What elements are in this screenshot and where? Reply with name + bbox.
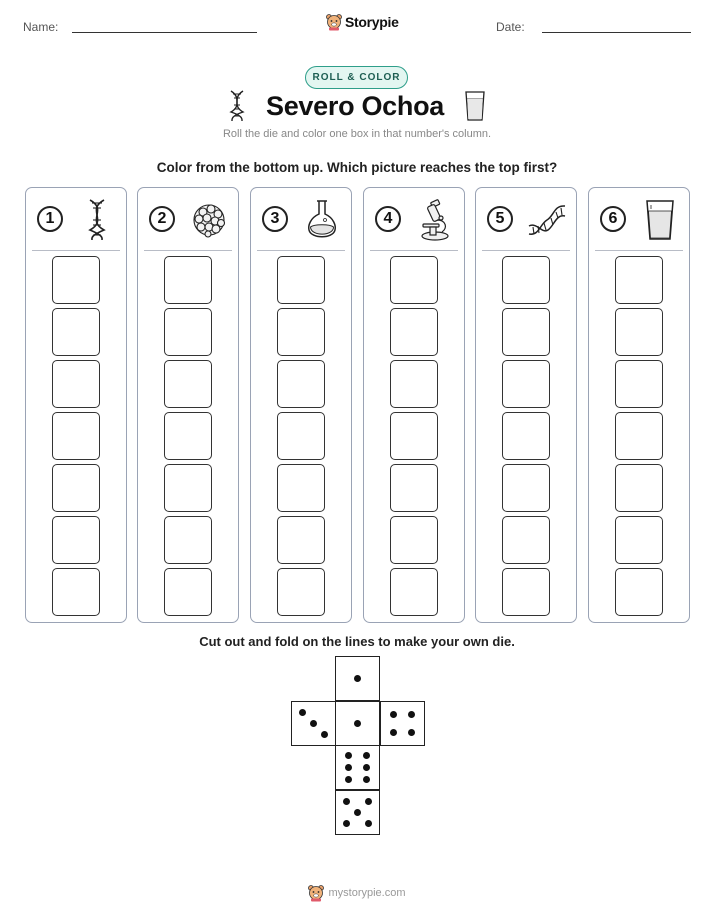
column-divider (257, 250, 345, 251)
color-box[interactable] (615, 256, 663, 304)
color-box[interactable] (164, 308, 212, 356)
column-number: 4 (375, 206, 401, 232)
flask-icon (301, 198, 343, 242)
microscope-icon (414, 198, 456, 242)
color-box[interactable] (390, 516, 438, 564)
dna-icon (228, 90, 246, 122)
color-box[interactable] (277, 308, 325, 356)
name-label: Name: (23, 20, 59, 34)
color-box[interactable] (164, 464, 212, 512)
brand-logo (326, 13, 399, 31)
die-pip (408, 711, 415, 718)
dna-icon (76, 198, 118, 242)
cell-cluster-icon (188, 198, 230, 242)
color-box[interactable] (615, 308, 663, 356)
die-pip (310, 720, 317, 727)
die-pip (354, 809, 361, 816)
subtitle: Roll the die and color one box in that number's column. (222, 128, 492, 140)
color-box[interactable] (502, 308, 550, 356)
column-header (589, 198, 689, 244)
die-pip (354, 675, 361, 682)
color-box[interactable] (164, 568, 212, 616)
color-box[interactable] (502, 360, 550, 408)
color-box[interactable] (277, 256, 325, 304)
die-pip (390, 729, 397, 736)
die-pip (408, 729, 415, 736)
column-number: 5 (487, 206, 513, 232)
color-box[interactable] (502, 516, 550, 564)
column-number: 1 (37, 206, 63, 232)
color-box[interactable] (52, 412, 100, 460)
die-pip (343, 798, 350, 805)
date-line[interactable] (542, 32, 691, 33)
color-box[interactable] (52, 464, 100, 512)
color-box[interactable] (390, 568, 438, 616)
color-box[interactable] (615, 464, 663, 512)
die-pip (390, 711, 397, 718)
die-instruction: Cut out and fold on the lines to make your own die. (199, 634, 515, 649)
color-box[interactable] (615, 516, 663, 564)
color-box[interactable] (164, 360, 212, 408)
die-pip (321, 731, 328, 738)
column-number: 2 (149, 206, 175, 232)
color-box[interactable] (164, 412, 212, 460)
color-box[interactable] (390, 412, 438, 460)
die-pip (365, 798, 372, 805)
column-divider (370, 250, 458, 251)
die-face-6 (335, 745, 380, 790)
footer (0, 884, 714, 902)
die-pip (354, 720, 361, 727)
color-box[interactable] (277, 412, 325, 460)
color-box[interactable] (277, 360, 325, 408)
column-header (26, 198, 126, 244)
color-box[interactable] (277, 568, 325, 616)
column-6 (588, 187, 690, 623)
color-box[interactable] (277, 516, 325, 564)
name-line[interactable] (72, 32, 257, 33)
instruction: Color from the bottom up. Which picture reaches the top first? (156, 160, 558, 175)
color-box[interactable] (390, 256, 438, 304)
column-2 (137, 187, 239, 623)
column-divider (482, 250, 570, 251)
activity-badge: ROLL & COLOR (305, 66, 408, 89)
color-box[interactable] (615, 412, 663, 460)
column-divider (32, 250, 120, 251)
die-pip (345, 752, 352, 759)
column-number: 3 (262, 206, 288, 232)
die-face-1 (335, 656, 380, 701)
column-header (138, 198, 238, 244)
color-box[interactable] (390, 308, 438, 356)
die-face-4 (380, 701, 425, 746)
color-box[interactable] (502, 568, 550, 616)
die-face-1 (335, 701, 380, 746)
date-label: Date: (496, 20, 525, 34)
column-4 (363, 187, 465, 623)
bear-logo-icon (308, 884, 324, 902)
color-box[interactable] (52, 516, 100, 564)
color-box[interactable] (390, 360, 438, 408)
die-pip (343, 820, 350, 827)
column-divider (595, 250, 683, 251)
die-pip (363, 776, 370, 783)
die-face-3 (291, 701, 336, 746)
beaker-glass-icon (639, 198, 681, 242)
color-box[interactable] (52, 308, 100, 356)
die-pip (363, 752, 370, 759)
water-glass-icon (464, 90, 486, 122)
die-pip (365, 820, 372, 827)
die-face-5 (335, 790, 380, 835)
color-box[interactable] (164, 516, 212, 564)
color-box[interactable] (502, 464, 550, 512)
die-pip (345, 764, 352, 771)
bear-logo-icon (326, 13, 342, 31)
column-header (364, 198, 464, 244)
column-divider (144, 250, 232, 251)
color-box[interactable] (502, 412, 550, 460)
die-pip (299, 709, 306, 716)
color-box[interactable] (277, 464, 325, 512)
color-box[interactable] (164, 256, 212, 304)
title-row (0, 90, 714, 122)
column-number: 6 (600, 206, 626, 232)
color-box[interactable] (52, 360, 100, 408)
column-3 (250, 187, 352, 623)
brand-name: Storypie (345, 14, 399, 30)
die-pip (345, 776, 352, 783)
column-header (251, 198, 351, 244)
column-1 (25, 187, 127, 623)
die-pip (363, 764, 370, 771)
color-box[interactable] (502, 256, 550, 304)
column-5 (475, 187, 577, 623)
column-header (476, 198, 576, 244)
color-box[interactable] (52, 256, 100, 304)
footer-url[interactable]: mystorypie.com (328, 887, 406, 899)
color-box[interactable] (52, 568, 100, 616)
color-box[interactable] (615, 568, 663, 616)
color-box[interactable] (390, 464, 438, 512)
page-title: Severo Ochoa (266, 90, 444, 121)
dna-strand-icon (526, 198, 568, 242)
color-box[interactable] (615, 360, 663, 408)
